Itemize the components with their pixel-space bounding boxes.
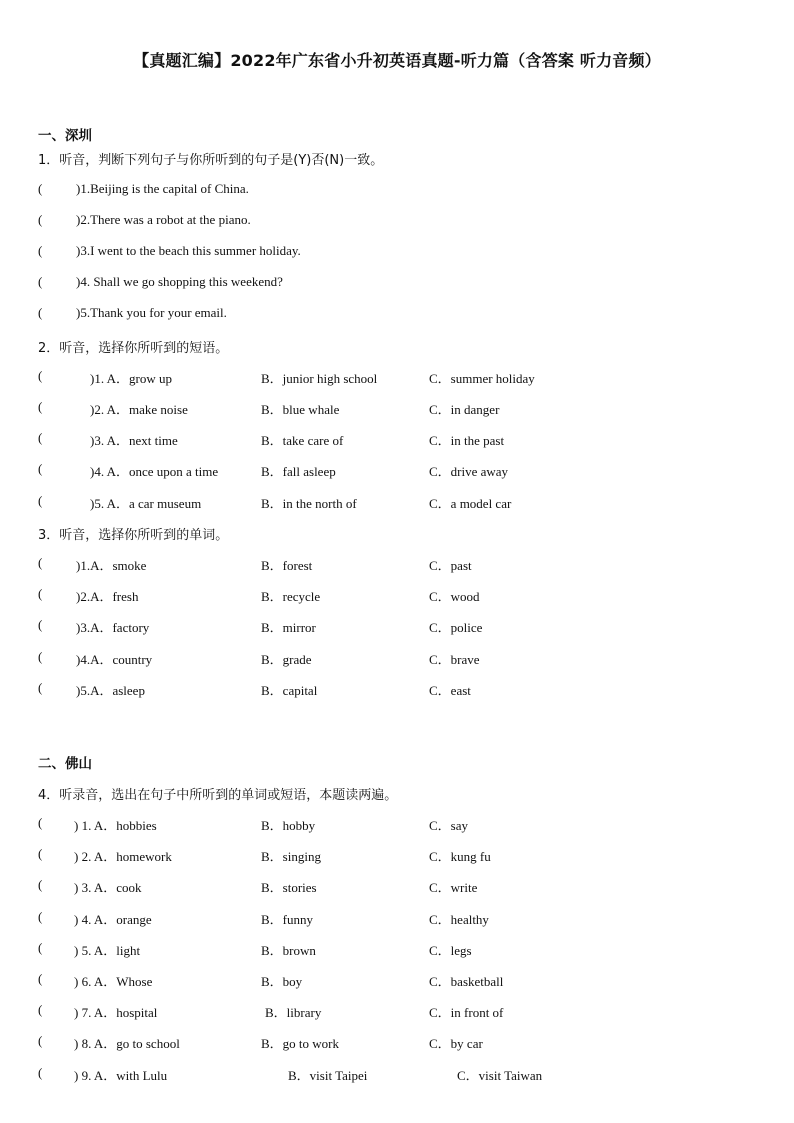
option-c: C．east (429, 683, 471, 698)
item-text: )4. Shall we go shopping this weekend? (76, 274, 283, 289)
answer-blank[interactable]: ( (38, 1065, 43, 1080)
answer-blank[interactable]: ( (38, 815, 43, 830)
option-c: C．basketball (429, 974, 504, 989)
option-a: )1.A．smoke (76, 558, 147, 573)
option-c: C．by car (429, 1036, 483, 1051)
option-b: B．mirror (261, 620, 316, 635)
section-heading-shenzhen: 一、深圳 (38, 128, 92, 144)
answer-blank[interactable]: ( (38, 461, 43, 476)
option-a: )4.A．country (76, 652, 153, 667)
answer-blank[interactable]: ( (38, 212, 43, 227)
item-text: )2.There was a robot at the piano. (76, 212, 251, 227)
option-c: C．kung fu (429, 849, 491, 864)
option-b: B．singing (261, 849, 321, 864)
answer-blank[interactable]: ( (38, 586, 43, 601)
option-b: B．brown (261, 943, 316, 958)
option-a: ) 6. A．Whose (74, 974, 153, 989)
answer-blank[interactable]: ( (38, 877, 43, 892)
document-title: 【真题汇编】2022年广东省小升初英语真题-听力篇（含答案 听力音频） (133, 51, 661, 70)
option-b: B．hobby (261, 818, 316, 833)
answer-blank[interactable]: ( (38, 243, 43, 258)
option-b: B．stories (261, 880, 317, 895)
answer-blank[interactable]: ( (38, 1002, 43, 1017)
option-c: C．visit Taiwan (457, 1068, 543, 1083)
option-a: ) 1. A．hobbies (74, 818, 157, 833)
option-c: C．healthy (429, 912, 489, 927)
answer-blank[interactable]: ( (38, 305, 43, 320)
option-a: ) 9. A．with Lulu (74, 1068, 168, 1083)
item-text: )5.Thank you for your email. (76, 305, 227, 320)
option-b: B．grade (261, 652, 312, 667)
option-a: ) 7. A．hospital (74, 1005, 158, 1020)
option-a: ) 8. A．go to school (74, 1036, 180, 1051)
answer-blank[interactable]: ( (38, 649, 43, 664)
answer-blank[interactable]: ( (38, 181, 43, 196)
answer-blank[interactable]: ( (38, 1033, 43, 1048)
option-b: B．junior high school (261, 371, 378, 386)
option-b: B．go to work (261, 1036, 340, 1051)
option-b: B．funny (261, 912, 314, 927)
option-a: )3.A．factory (76, 620, 150, 635)
option-b: B．visit Taipei (288, 1068, 368, 1083)
question-3-instruction: 3．听音，选择你所听到的单词。 (38, 528, 229, 543)
answer-blank[interactable]: ( (38, 399, 43, 414)
option-c: C．write (429, 880, 478, 895)
answer-blank[interactable]: ( (38, 680, 43, 695)
answer-blank[interactable]: ( (38, 909, 43, 924)
option-a: )5. A．a car museum (90, 496, 202, 511)
option-b: B．capital (261, 683, 318, 698)
option-c: C．summer holiday (429, 371, 535, 386)
option-a: ) 5. A．light (74, 943, 141, 958)
answer-blank[interactable]: ( (38, 971, 43, 986)
item-text: )1.Beijing is the capital of China. (76, 181, 249, 196)
answer-blank[interactable]: ( (38, 493, 43, 508)
option-a: )3. A．next time (90, 433, 178, 448)
option-c: C．in front of (429, 1005, 504, 1020)
option-c: C．wood (429, 589, 480, 604)
section-heading-foshan: 二、佛山 (38, 756, 92, 772)
option-c: C．past (429, 558, 472, 573)
option-a: ) 4. A．orange (74, 912, 152, 927)
answer-blank[interactable]: ( (38, 940, 43, 955)
question-4-instruction: 4．听录音，选出在句子中所听到的单词或短语，本题读两遍。 (38, 788, 398, 803)
option-a: ) 2. A．homework (74, 849, 172, 864)
option-b: B．in the north of (261, 496, 357, 511)
question-2-instruction: 2．听音，选择你所听到的短语。 (38, 341, 229, 356)
option-a: )2.A．fresh (76, 589, 139, 604)
option-c: C．drive away (429, 464, 509, 479)
answer-blank[interactable]: ( (38, 617, 43, 632)
option-c: C．police (429, 620, 483, 635)
option-b: B．fall asleep (261, 464, 336, 479)
option-c: C．in danger (429, 402, 500, 417)
option-c: C．brave (429, 652, 480, 667)
option-c: C．legs (429, 943, 472, 958)
answer-blank[interactable]: ( (38, 368, 43, 383)
option-b: B．boy (261, 974, 303, 989)
option-a: )2. A．make noise (90, 402, 188, 417)
option-c: C．a model car (429, 496, 512, 511)
option-c: C．say (429, 818, 469, 833)
option-a: )1. A．grow up (90, 371, 172, 386)
question-1-instruction: 1．听音，判断下列句子与你所听到的句子是(Y)否(N)一致。 (38, 153, 384, 168)
item-text: )3.I went to the beach this summer holiday. (76, 243, 301, 258)
option-b: B．recycle (261, 589, 321, 604)
option-b: B．forest (261, 558, 313, 573)
option-a: )5.A．asleep (76, 683, 145, 698)
option-a: ) 3. A．cook (74, 880, 142, 895)
answer-blank[interactable]: ( (38, 274, 43, 289)
option-c: C．in the past (429, 433, 505, 448)
option-b: B．library (265, 1005, 322, 1020)
answer-blank[interactable]: ( (38, 430, 43, 445)
answer-blank[interactable]: ( (38, 555, 43, 570)
option-b: B．take care of (261, 433, 344, 448)
option-b: B．blue whale (261, 402, 340, 417)
answer-blank[interactable]: ( (38, 846, 43, 861)
option-a: )4. A．once upon a time (90, 464, 219, 479)
